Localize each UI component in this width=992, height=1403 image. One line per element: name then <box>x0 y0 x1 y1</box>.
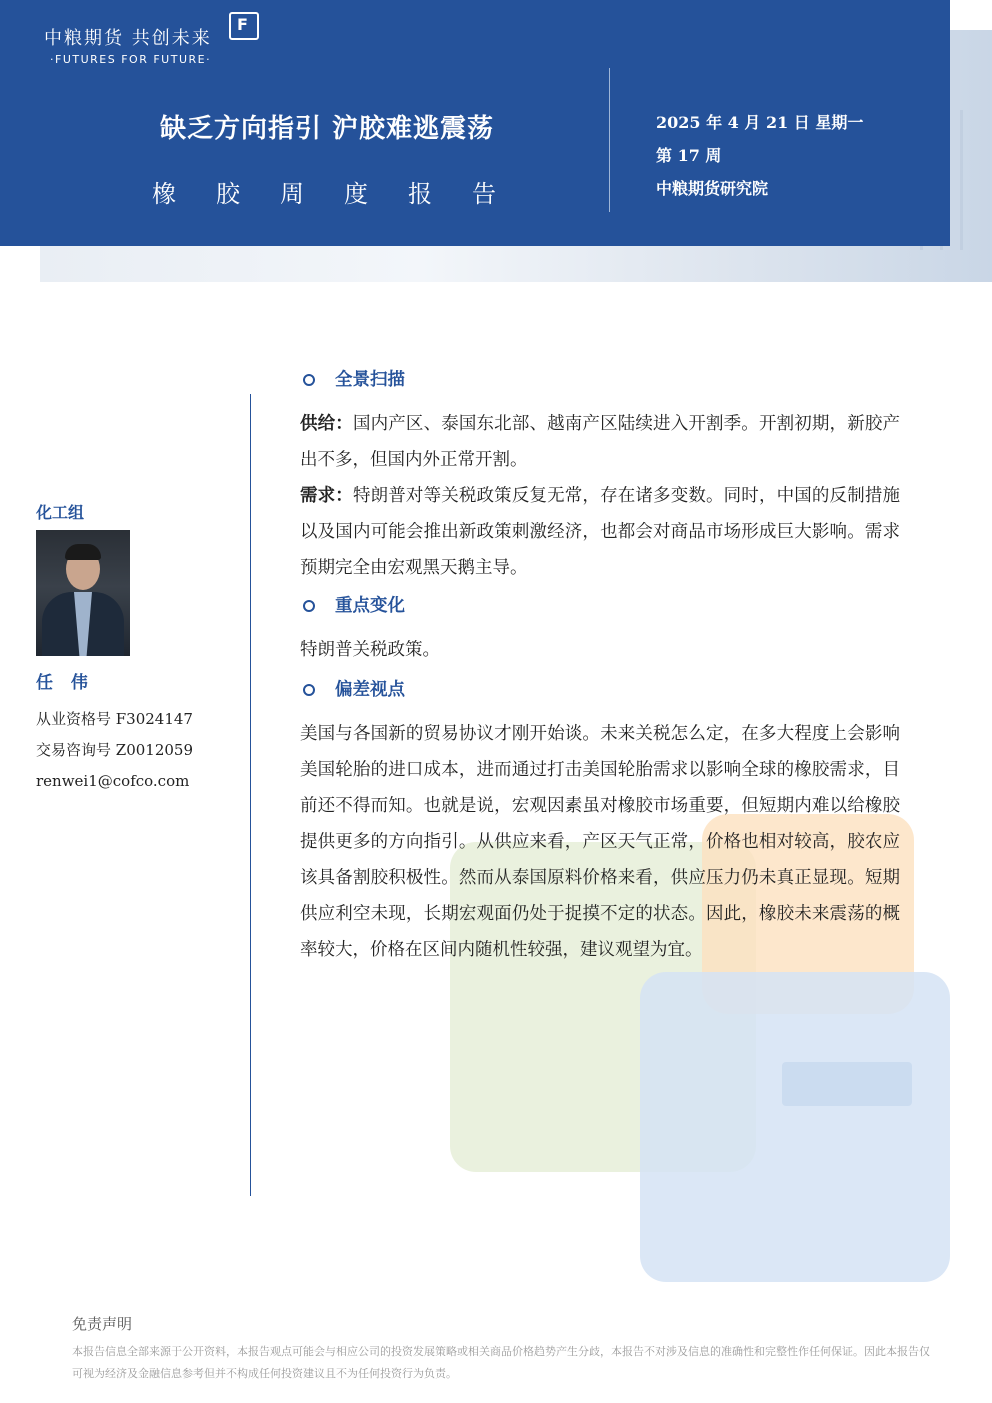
company-logo <box>44 24 212 66</box>
supply-label: 供给： <box>300 414 353 434</box>
report-subtitle: 橡胶周度报告 <box>152 180 536 208</box>
header-banner <box>0 0 950 246</box>
section-header-overview <box>300 364 900 396</box>
supply-paragraph <box>300 406 900 478</box>
logo-english-text: ·FUTURES FOR FUTURE· <box>50 53 212 66</box>
report-institute: 中粮期货研究院 <box>656 179 769 198</box>
circle-bullet-icon <box>303 600 315 612</box>
disclaimer-title: 免责声明 <box>72 1315 133 1333</box>
report-title: 缺乏方向指引 沪胶难逃震荡 <box>160 114 495 144</box>
key-changes-paragraph: 特朗普关税政策。 <box>300 640 440 660</box>
supply-text: 国内产区、泰国东北部、越南产区陆续进入开割季。开割初期，新胶产出不多，但国内外正常开割。 <box>300 414 901 470</box>
report-week: 第 17 周 <box>656 146 722 165</box>
header-divider <box>609 68 610 212</box>
author-credentials <box>36 704 193 797</box>
section-header-deviation-view <box>300 674 900 706</box>
author-qualification: 从业资格号 F3024147 <box>36 710 193 728</box>
demand-paragraph <box>300 478 900 586</box>
demand-text: 特朗普对等关税政策反复无常，存在诸多变数。同时，中国的反制措施以及国内可能会推出新政策刺激经济，也都会对商品市场形成巨大影响。需求预期完全由宏观黑天鹅主导。 <box>300 486 901 578</box>
circle-bullet-icon <box>303 684 315 696</box>
author-photo <box>36 530 130 656</box>
sidebar-divider <box>250 394 251 1196</box>
logo-mark-icon: F <box>229 12 259 40</box>
author-email: renwei1@cofco.com <box>36 772 190 790</box>
section-title: 重点变化 <box>335 596 405 616</box>
circle-bullet-icon <box>303 374 315 386</box>
logo-chinese-text: 中粮期货 共创未来 <box>44 28 212 49</box>
report-date: 2025 年 4 月 21 日 星期一 <box>656 113 864 132</box>
deviation-paragraph: 美国与各国新的贸易协议才刚开始谈。未来关税怎么定，在多大程度上会影响美国轮胎的进口成本，进而通过打击美国轮胎需求以影响全球的橡胶需求，目前还不得而知。也就是说，宏观因素虽对橡胶市场重要，但短期内难以给橡胶提供更多的方向指引。从供应来看，产区天气正常，价格也相对较高，胶农应该具备割胶积极性。然而从泰国原料价格来看，供应压力仍未真正显现。短期供应利空未现，长期宏观面仍处于捉摸不定的状态。因此，橡胶未来震荡的概率较大，价格在区间内随机性较强，建议观望为宜。 <box>300 724 900 960</box>
section-title: 偏差视点 <box>335 680 405 700</box>
author-group: 化工组 <box>36 503 85 522</box>
section-title: 全景扫描 <box>335 370 405 390</box>
disclaimer-text: 本报告信息全部来源于公开资料，本报告观点可能会与相应公司的投资发展策略或相关商品价格趋势产生分歧，本报告不对涉及信息的准确性和完整性作任何保证。因此本报告仅可视为经济及金融信息参考但并不构成任何投资建议且不为任何投资行为负责。 <box>72 1345 930 1380</box>
author-name: 任 伟 <box>36 673 94 693</box>
report-body <box>300 364 900 968</box>
section-header-key-changes <box>300 590 900 622</box>
demand-label: 需求： <box>300 486 353 506</box>
deco-blue-block <box>640 972 950 1282</box>
deco-blue-inner <box>782 1062 912 1106</box>
report-meta <box>656 106 863 205</box>
author-consulting-number: 交易咨询号 Z0012059 <box>36 741 193 759</box>
